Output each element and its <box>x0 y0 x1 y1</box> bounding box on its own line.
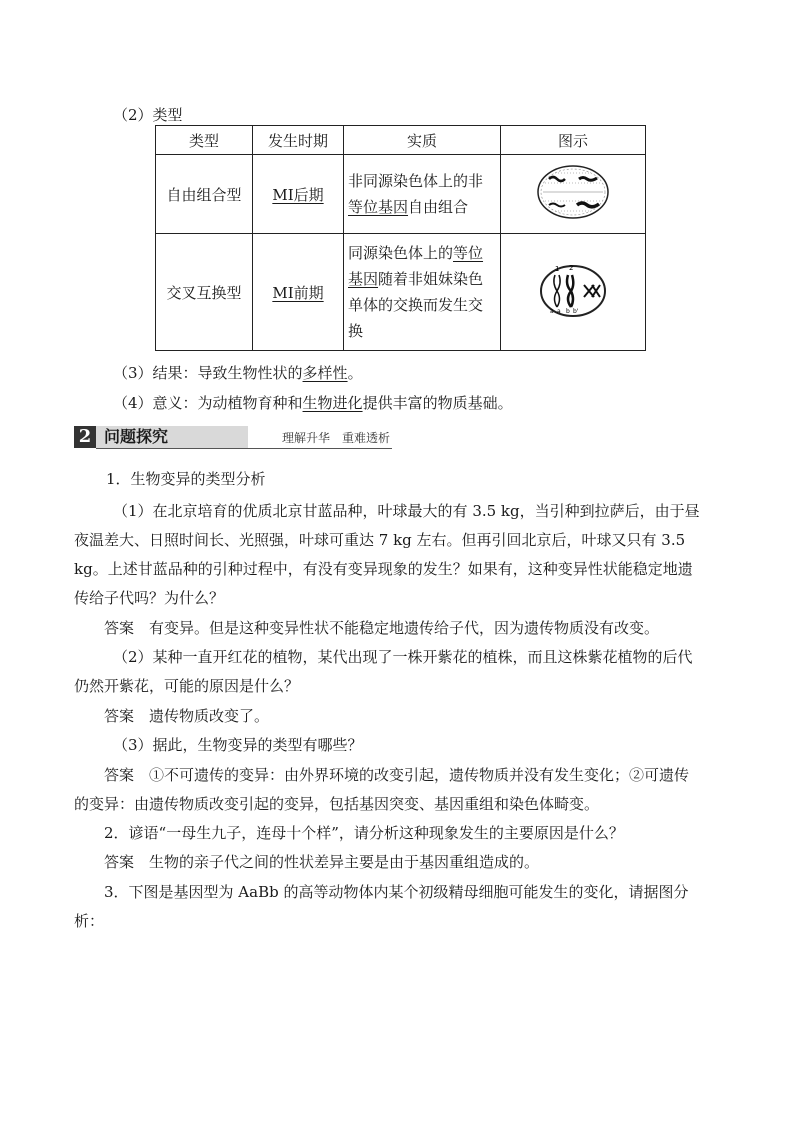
meaning-line: （4）意义：为动植物育种和生物进化提供丰富的物质基础。 <box>113 394 513 412</box>
table-row <box>156 155 646 234</box>
paragraph-line: （1）在北京培育的优质北京甘蓝品种，叶球最大的有 3.5 kg，当引种到拉萨后，由于昼 <box>113 502 700 520</box>
svg-text:b': b' <box>573 308 579 315</box>
header-diagram: 图示 <box>501 126 646 155</box>
svg-text:a: a <box>550 308 554 315</box>
header-type: 类型 <box>156 126 253 155</box>
header-essence: 实质 <box>344 126 501 155</box>
row-essence: 非同源染色体上的非 等位基因自由组合 <box>344 155 501 234</box>
paragraph-line: 夜温差大、日照时间长、光照强，叶球可重达 7 kg 左右。但再引回北京后，叶球又只有 3.5 <box>74 531 686 549</box>
question-1-title: 1．生物变异的类型分析 <box>106 470 266 488</box>
row-period: MⅠ前期 <box>253 234 344 351</box>
answer-line: 答案 有变异。但是这种变异性状不能稳定地遗传给子代，因为遗传物质没有改变。 <box>104 619 660 637</box>
paragraph-line: 析： <box>74 912 105 930</box>
answer-line: 答案 遗传物质改变了。 <box>104 707 270 725</box>
answer-line: 答案 生物的亲子代之间的性状差异主要是由于基因重组造成的。 <box>104 853 540 871</box>
answer-line: 答案 ①不可遗传的变异：由外界环境的改变引起，遗传物质并没有发生变化；②可遗传 <box>104 766 690 784</box>
row-diagram <box>501 155 646 234</box>
paragraph-line: 传给子代吗？为什么？ <box>74 589 225 607</box>
paragraph-line: 的变异：由遗传物质改变引起的变异，包括基因突变、基因重组和染色体畸变。 <box>74 795 600 813</box>
section-header <box>74 426 392 450</box>
row-type: 交叉互换型 <box>156 234 253 351</box>
row-period: MⅠ后期 <box>253 155 344 234</box>
crossing-over-diagram-icon <box>538 261 608 319</box>
section-title: 问题探究 <box>104 427 169 446</box>
paragraph-line: （3）据此，生物变异的类型有哪些？ <box>113 736 363 754</box>
cell-division-free-combination-diagram-icon <box>535 163 611 221</box>
svg-text:1: 1 <box>555 265 560 273</box>
section-number: 2 <box>74 426 96 448</box>
paragraph-line: （2）某种一直开红花的植物，某代出现了一株开紫花的植株，而且这株紫花植物的后代 <box>113 648 693 666</box>
question-3-title: 3．下图是基因型为 AaBb 的高等动物体内某个初级精母细胞可能发生的变化，请据图分 <box>104 883 689 901</box>
variation-types-table <box>155 125 646 351</box>
paragraph-line: kg。上述甘蓝品种的引种过程中，有没有变异现象的发生？如果有，这种变异性状能稳定地遗 <box>74 560 693 578</box>
table-row <box>156 234 646 351</box>
question-2-title: 2．谚语“一母生九子，连母十个样”，请分析这种现象发生的主要原因是什么？ <box>104 824 624 842</box>
types-heading: （2）类型 <box>113 106 183 124</box>
svg-text:b: b <box>566 308 570 315</box>
section-rule <box>96 448 392 449</box>
table-header-row <box>156 126 646 155</box>
result-line: （3）结果：导致生物性状的多样性。 <box>113 364 363 382</box>
row-essence: 同源染色体上的等位 基因随着非姐妹染色 单体的交换而发生交 换 <box>344 234 501 351</box>
row-diagram <box>501 234 646 351</box>
svg-text:2: 2 <box>569 264 574 272</box>
row-type: 自由组合型 <box>156 155 253 234</box>
svg-text:a: a <box>557 308 561 315</box>
section-subtitle: 理解升华 重难透析 <box>282 431 391 445</box>
paragraph-line: 仍然开紫花，可能的原因是什么？ <box>74 677 300 695</box>
header-period: 发生时期 <box>253 126 344 155</box>
